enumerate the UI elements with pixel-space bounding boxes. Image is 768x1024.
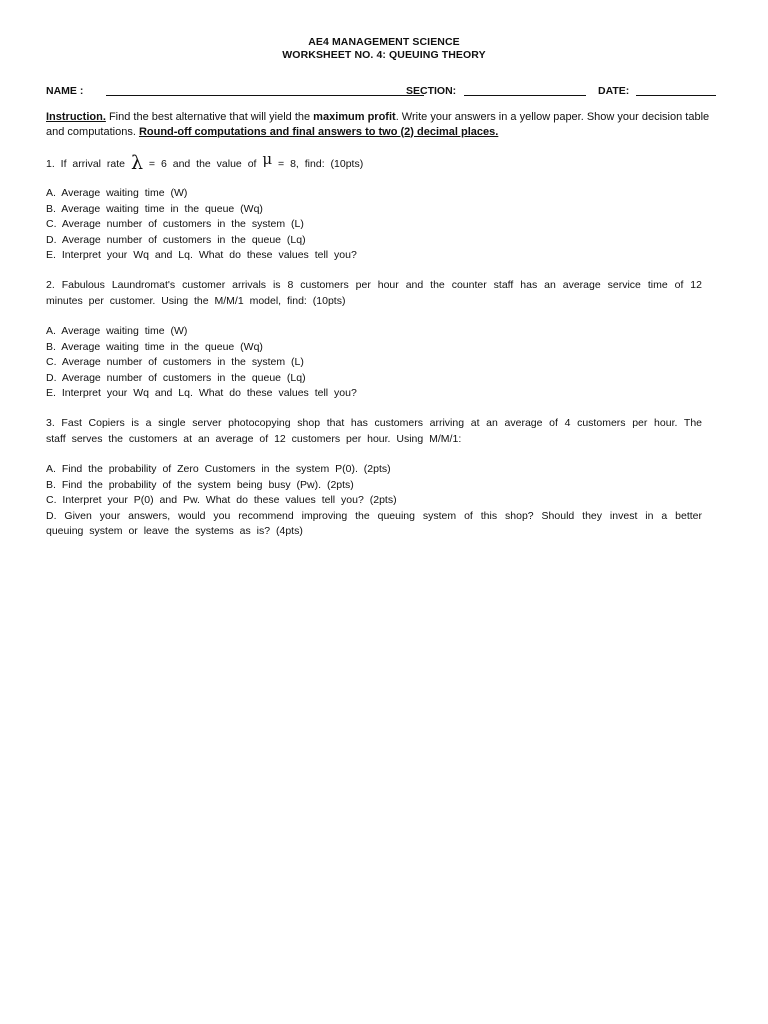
list-item: A. Average waiting time (W): [46, 187, 188, 199]
instruction-rounding-note: Round-off computations and final answers to two (2) decimal places.: [138, 125, 499, 138]
list-item: B. Find the probability of the system being busy (Pw). (2pts): [46, 478, 354, 491]
instruction-text-1: Find the best alternative that will yield the: [105, 111, 314, 123]
list-item: B. Average waiting time in the queue (Wq): [46, 340, 263, 353]
list-item: C. Average number of customers in the system (L): [46, 218, 304, 230]
list-item: D. Average number of customers in the queue (Lq): [46, 371, 306, 384]
list-item: C. Interpret your P(0) and Pw. What do these values tell you? (2pts): [46, 494, 397, 506]
q1-prefix: 1. If arrival rate: [46, 158, 131, 170]
q1-suffix: = 8, find: (10pts): [272, 158, 364, 170]
list-item: D. Average number of customers in the queue (Lq): [46, 233, 306, 246]
list-item: A. Average waiting time (W): [46, 325, 188, 337]
course-title: AE4 MANAGEMENT SCIENCE: [308, 36, 460, 48]
lambda-symbol: λ: [130, 152, 143, 174]
question-1-items: [46, 186, 702, 264]
list-item: B. Average waiting time in the queue (Wq): [46, 202, 263, 215]
list-item: E. Interpret your Wq and Lq. What do these values tell you?: [46, 387, 357, 399]
instruction-bold: maximum profit: [313, 111, 396, 123]
question-3-items: [46, 462, 702, 540]
instruction-text-2: . Write your answers in a yellow paper. Show your decision table and computations.: [46, 111, 710, 138]
date-blank: [636, 86, 716, 96]
q1-mid: = 6 and the value of: [143, 158, 263, 170]
name-label: NAME :: [46, 85, 84, 97]
instruction-paragraph: [46, 110, 726, 139]
question-2: 2. Fabulous Laundromat's customer arrivals is 8 customers per hour and the counter staff has an average service time of 12 minutes per customer. Using the M/M/1 model, find: (10pts): [46, 279, 702, 307]
section-label: SECTION:: [406, 85, 457, 97]
list-item: C. Average number of customers in the system (L): [46, 356, 304, 368]
question-1: [46, 152, 702, 173]
list-item: E. Interpret your Wq and Lq. What do these values tell you?: [46, 249, 357, 261]
section-blank: [464, 86, 586, 96]
question-2-items: [46, 324, 702, 402]
list-item: D. Given your answers, would you recommend improving the queuing system of this shop? Should they invest in a better queuing system or leave the systems as is? (4pts): [46, 509, 702, 537]
list-item: A. Find the probability of Zero Customers in the system P(0). (2pts): [46, 463, 391, 475]
mu-symbol: μ: [262, 150, 273, 168]
name-blank: [106, 86, 424, 96]
question-3: 3. Fast Copiers is a single server photocopying shop that has customers arriving at an average of 4 customers per hour. The staff serves the customers at an average of 12 customers per hour. Using M/M/1:: [46, 417, 702, 445]
instruction-label: Instruction.: [46, 111, 106, 123]
worksheet-title: WORKSHEET NO. 4: QUEUING THEORY: [282, 49, 486, 61]
date-label: DATE:: [598, 85, 630, 97]
